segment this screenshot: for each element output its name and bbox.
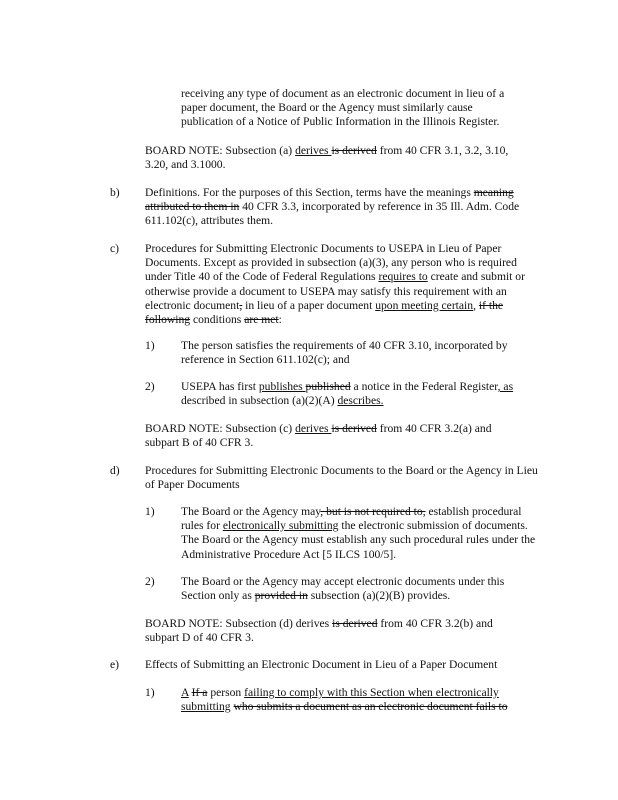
board-note-subsection-c (145, 422, 520, 450)
paragraph-d-1 (181, 505, 541, 562)
inserted-text: electronically submitting (222, 519, 339, 533)
text-run: create and submit or otherwise provide a document to USEPA may satisfy this requirement with an electronic document (145, 270, 525, 312)
text-run: : (278, 313, 282, 327)
deleted-text: provided in (254, 589, 308, 603)
inserted-text: A (181, 686, 189, 699)
inserted-text: requires to (378, 270, 428, 284)
deleted-text: is derived (331, 144, 377, 157)
text-run: BOARD NOTE: Subsection (d) derives (145, 617, 333, 630)
text-run: Effects of Submitting an Electronic Document in Lieu of a Paper Document (145, 658, 498, 671)
paragraph-intro (181, 87, 521, 130)
label-c: c) (110, 242, 120, 255)
inserted-text: publishes (258, 380, 306, 393)
inserted-text: describes. (337, 394, 384, 408)
text-run: establish procedural rules for (181, 505, 522, 533)
label-d-1: 1) (145, 505, 155, 518)
text-run: BOARD NOTE: Subsection (a) (145, 144, 296, 157)
text-run: conditions (190, 313, 245, 327)
label-e-1: 1) (145, 686, 155, 699)
inserted-text: derives (295, 144, 332, 157)
inserted-text: upon meeting certain (375, 298, 474, 312)
text-run: Procedures for Submitting Electronic Documents to the Board or the Agency in Lieu of Paper Documents (145, 464, 538, 492)
text-run: from 40 CFR 3.2(b) and subpart D of 40 CFR 3. (145, 617, 493, 645)
text-run: the electronic submission of documents. The Board or the Agency must establish any such procedural rules under the Administrative Procedure Act [5 ILCS 100/5]. (181, 519, 536, 561)
text-run: from 40 CFR 3.2(a) and subpart B of 40 CFR 3. (145, 422, 492, 450)
text-run: person (207, 686, 245, 699)
inserted-text: failing to comply with this Section when electronically submitting (181, 686, 499, 714)
label-d-2: 2) (145, 575, 155, 588)
inserted-text: , as (497, 380, 514, 393)
board-note-subsection-d (145, 617, 525, 645)
text-run: 40 CFR 3.3, incorporated by reference in 35 Ill. Adm. Code 611.102(c), attributes them. (145, 200, 520, 228)
paragraph-c-procedures-usepa (145, 242, 540, 327)
text-run: a notice in the Federal Register (350, 380, 498, 393)
label-b: b) (110, 186, 120, 199)
deleted-text: If a (191, 686, 208, 699)
paragraph-e-effects (145, 658, 497, 672)
text-run: receiving any type of document as an electronic document in lieu of a paper document, the Board or the Agency must similarly cause publication of a Notice of Public Information in the Illinois Register. (181, 87, 505, 129)
board-note-subsection-a (145, 144, 533, 172)
text-run: The Board or the Agency may (181, 505, 321, 518)
deleted-text: is derived (332, 617, 378, 630)
text-run: in lieu of a paper document (242, 298, 376, 312)
deleted-text: who submits a document as an electronic document fails to (233, 700, 508, 714)
label-c-2: 2) (145, 380, 155, 393)
deleted-text: , but is not required to, (320, 505, 426, 518)
label-e: e) (110, 658, 120, 671)
inserted-text: derives (295, 422, 332, 435)
deleted-text: if the following (145, 298, 504, 327)
paragraph-c-1 (181, 339, 531, 367)
paragraph-d-2 (181, 575, 531, 603)
paragraph-b-definitions (145, 186, 540, 229)
text-run: from 40 CFR 3.1, 3.2, 3.10, 3.20, and 3.1000. (145, 144, 509, 172)
label-d: d) (110, 464, 120, 477)
text-run: Definitions. For the purposes of this Section, terms have the meanings (145, 186, 474, 199)
paragraph-c-2 (181, 380, 536, 408)
paragraph-e-1 (181, 686, 526, 714)
text-run: The Board or the Agency may accept electronic documents under this Section only as (181, 575, 505, 603)
deleted-text: are met (244, 313, 279, 327)
text-run: BOARD NOTE: Subsection (c) (145, 422, 296, 435)
text-run: subsection (a)(2)(B) provides. (307, 589, 451, 603)
text-run: The person satisfies the requirements of 40 CFR 3.10, incorporated by reference in Section 611.102(c); and (181, 339, 508, 367)
label-c-1: 1) (145, 339, 155, 352)
text-run: , (473, 298, 479, 312)
text-run: described in subsection (a)(2)(A) (181, 394, 338, 408)
deleted-text: is derived (331, 422, 377, 435)
text-run: USEPA has first (181, 380, 259, 393)
deleted-text: meaning attributed to them in (145, 186, 514, 214)
deleted-text: , (239, 298, 243, 312)
deleted-text: published (305, 380, 351, 393)
paragraph-d-procedures-board (145, 464, 540, 492)
text-run: Procedures for Submitting Electronic Documents to USEPA in Lieu of Paper Documents. Except as provided in subsection (a)(3), any person who is required under Title 40 of the Code of Federal Regulations (145, 242, 517, 284)
